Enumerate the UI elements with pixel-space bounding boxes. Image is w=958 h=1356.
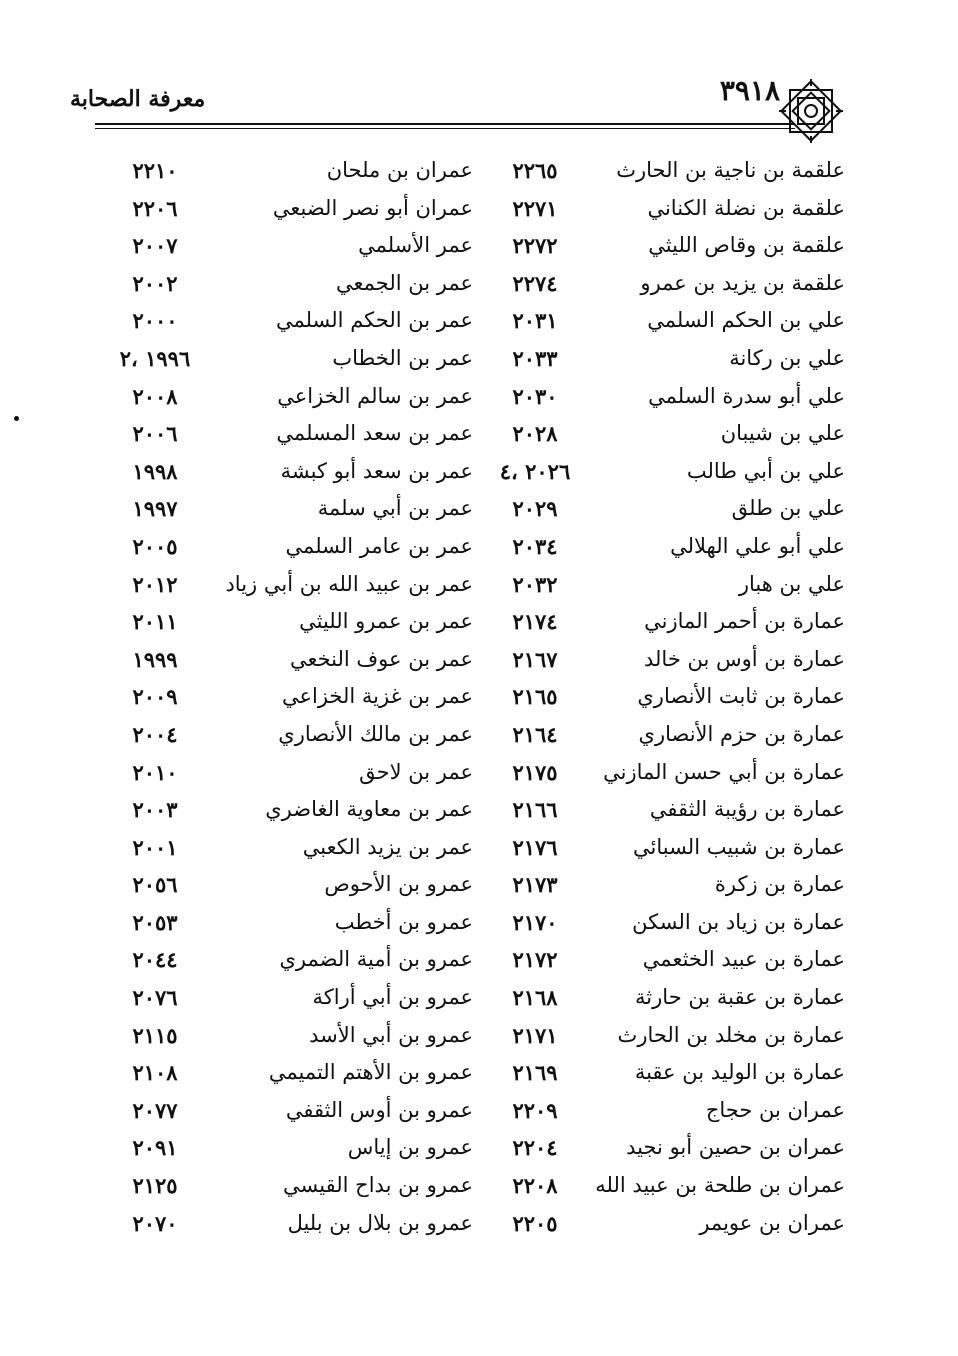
entry-name-right: علي بن شيبان <box>720 421 845 446</box>
entry-number-left: ٢٠٩١ <box>132 1135 178 1161</box>
index-row <box>0 791 958 829</box>
entry-number-left: ٢١١٥ <box>132 1022 178 1048</box>
index-row <box>0 941 958 979</box>
entry-number-left: ٢٠١١ <box>132 609 178 635</box>
entry-name-right: علي بن ركانة <box>729 345 845 370</box>
entry-number-left: ٢٠٧٧ <box>132 1097 178 1123</box>
entry-number-left: ٢٠٠٧ <box>132 233 178 259</box>
index-row <box>0 678 958 716</box>
index-row <box>0 152 958 190</box>
entry-name-left: عمرو بن إياس <box>347 1135 473 1160</box>
index-row <box>0 453 958 491</box>
index-row <box>0 866 958 904</box>
entry-name-left: عمر بن عمرو الليثي <box>299 609 473 634</box>
entry-name-right: عمران بن حجاج <box>705 1097 845 1122</box>
entry-name-right: علي بن الحكم السلمي <box>647 308 845 333</box>
entry-number-left: ٢٠١٠ <box>132 759 178 785</box>
index-row <box>0 1092 958 1130</box>
entry-number-left: ١٩٩٨ <box>132 458 178 484</box>
entry-name-left: عمر بن لاحق <box>359 759 473 784</box>
islamic-star-ornament-icon <box>776 76 846 146</box>
entry-name-left: عمرو بن بلال بن بليل <box>287 1210 473 1235</box>
entry-name-left: عمر بن عبيد الله بن أبي زياد <box>225 571 473 596</box>
entry-number-right: ٢٠٢٩ <box>512 496 558 522</box>
entry-name-left: عمر بن الحكم السلمي <box>275 308 473 333</box>
entry-name-left: عمر بن معاوية الغاضري <box>265 797 473 822</box>
index-row <box>0 528 958 566</box>
entry-number-right: ٢١٦٥ <box>512 684 558 710</box>
entry-number-right: ٢٢٠٤ <box>512 1135 558 1161</box>
entry-name-right: علقمة بن وقاص الليثي <box>648 233 845 258</box>
entry-number-right: ٢١٧٦ <box>512 834 558 860</box>
entry-name-right: عمران بن عويمر <box>699 1210 845 1235</box>
running-title: معرفة الصحابة <box>70 86 206 112</box>
entry-number-right: ٢١٧٥ <box>512 759 558 785</box>
entry-number-right: ٢٢٧٤ <box>512 270 558 296</box>
index-row <box>0 227 958 265</box>
entry-number-right: ٢١٦٩ <box>512 1060 558 1086</box>
entry-name-left: عمر بن عامر السلمي <box>285 533 473 558</box>
entry-name-left: عمران بن ملحان <box>326 158 473 182</box>
index-row <box>0 979 958 1017</box>
entry-name-left: عمر بن يزيد الكعبي <box>302 834 473 859</box>
entry-number-right: ٢١٧١ <box>512 1022 558 1048</box>
index-row <box>0 1205 958 1243</box>
entry-number-right: ٢١٦٦ <box>512 797 558 823</box>
entry-number-right: ٢٠٣٣ <box>512 345 558 371</box>
index-row <box>0 566 958 604</box>
index-row <box>0 378 958 416</box>
entry-name-right: عمارة بن شبيب السبائي <box>632 834 845 859</box>
entry-name-right: علي بن طلق <box>731 496 845 521</box>
entry-name-right: عمارة بن الوليد بن عقبة <box>634 1060 845 1085</box>
entry-name-right: عمارة بن مخلد بن الحارث <box>617 1022 845 1047</box>
entry-number-right: ٢٠٣١ <box>512 308 558 334</box>
entry-name-left: عمر بن غزية الخزاعي <box>281 684 473 709</box>
entry-number-right: ٢٢٦٥ <box>512 158 558 183</box>
entry-number-left: ٢٠٠٦ <box>132 421 178 447</box>
entry-number-left: ٢١٢٥ <box>132 1173 178 1199</box>
entry-name-left: عمر بن سعد المسلمي <box>276 421 473 446</box>
entry-number-left: ٢٠٧٠ <box>132 1210 178 1236</box>
entry-name-left: عمرو بن أخطب <box>334 909 473 934</box>
index-row <box>0 1054 958 1092</box>
entry-number-left: ٢٠٠٩ <box>132 684 178 710</box>
entry-number-left: ١٩٩٦ ،٢ <box>119 345 191 371</box>
entry-name-left: عمر بن مالك الأنصاري <box>278 721 473 746</box>
entry-number-left: ٢٠٠٤ <box>132 721 178 747</box>
index-row <box>0 265 958 303</box>
entry-number-right: ٢١٧٤ <box>512 609 558 635</box>
entry-name-right: علقمة بن يزيد بن عمرو <box>640 270 845 295</box>
entry-name-right: عمارة بن ثابت الأنصاري <box>637 684 845 709</box>
entry-number-right: ٢٢٠٩ <box>512 1097 558 1123</box>
entry-number-right: ٢٠٣٢ <box>512 571 558 597</box>
entry-name-right: عمارة بن أوس بن خالد <box>644 646 845 671</box>
entry-name-left: عمران أبو نصر الضبعي <box>272 195 473 220</box>
entry-name-left: عمرو بن أبي الأسد <box>309 1022 473 1047</box>
entry-name-left: عمر بن الجمعي <box>335 270 473 295</box>
index-row <box>0 641 958 679</box>
entry-number-right: ٢١٧٢ <box>512 947 558 973</box>
entry-number-right: ٢١٧٣ <box>512 872 558 898</box>
entry-name-left: عمر بن الخطاب <box>332 345 473 370</box>
index-row <box>0 302 958 340</box>
entry-number-left: ٢٠٠٢ <box>132 270 178 296</box>
entry-number-left: ٢٠٠٥ <box>132 533 178 559</box>
entry-number-left: ٢٢١٠ <box>132 158 178 183</box>
entry-number-right: ٢٢٧٢ <box>512 233 558 259</box>
entry-name-left: عمر بن سالم الخزاعي <box>277 383 473 408</box>
entry-name-right: علي أبو سدرة السلمي <box>648 383 845 408</box>
entry-name-left: عمرو بن أوس الثقفي <box>285 1097 473 1122</box>
entry-number-left: ٢٠٧٦ <box>132 985 178 1011</box>
entry-number-left: ٢٠٠٣ <box>132 797 178 823</box>
entry-name-right: عمارة بن رؤيبة الثقفي <box>649 797 845 822</box>
entry-number-right: ٢٢٧١ <box>512 195 558 221</box>
entry-name-left: عمر الأسلمي <box>358 233 473 258</box>
entry-number-left: ١٩٩٧ <box>132 496 178 522</box>
entry-number-left: ٢٠٠٨ <box>132 383 178 409</box>
entry-name-right: عمارة بن زياد بن السكن <box>632 909 845 934</box>
index-row <box>0 190 958 228</box>
entry-name-right: عمارة بن عبيد الخثعمي <box>642 947 845 972</box>
index-row <box>0 1167 958 1205</box>
entry-name-right: علي بن أبي طالب <box>686 458 845 483</box>
entry-number-right: ٢٢٠٨ <box>512 1173 558 1199</box>
entry-number-right: ٢١٦٨ <box>512 985 558 1011</box>
entry-name-right: عمران بن طلحة بن عبيد الله <box>595 1173 845 1198</box>
header-rule <box>95 123 795 125</box>
entry-number-right: ٢٠٣٤ <box>512 533 558 559</box>
entry-number-left: ٢٠١٢ <box>132 571 178 597</box>
entry-number-left: ٢٠٥٣ <box>132 909 178 935</box>
entry-number-left: ٢٠٥٦ <box>132 872 178 898</box>
index-row <box>0 1017 958 1055</box>
entry-name-left: عمر بن عوف النخعي <box>289 646 473 671</box>
index-row <box>0 829 958 867</box>
index-row <box>0 415 958 453</box>
entry-name-right: علقمة بن نضلة الكناني <box>647 195 845 220</box>
entry-number-right: ٢١٦٤ <box>512 721 558 747</box>
entry-number-left: ١٩٩٩ <box>132 646 178 672</box>
index-row <box>0 603 958 641</box>
index-row <box>0 490 958 528</box>
entry-name-right: عمران بن حصين أبو نجيد <box>626 1135 845 1160</box>
index-row <box>0 340 958 378</box>
index-list <box>0 152 958 1242</box>
entry-number-right: ٢٠٢٦ ،٤ <box>499 458 571 484</box>
entry-number-right: ٢٠٣٠ <box>512 383 558 409</box>
index-row <box>0 754 958 792</box>
entry-number-left: ٢٠٠٠ <box>132 308 178 334</box>
entry-name-right: علقمة بن ناجية بن الحارث <box>616 158 845 182</box>
entry-name-right: علي أبو علي الهلالي <box>670 533 845 558</box>
entry-number-right: ٢٠٢٨ <box>512 421 558 447</box>
entry-name-right: عمارة بن زكرة <box>714 872 845 897</box>
entry-name-right: علي بن هبار <box>738 571 845 596</box>
entry-number-left: ٢٠٤٤ <box>132 947 178 973</box>
entry-name-left: عمر بن سعد أبو كبشة <box>280 458 473 483</box>
header-rule-thin <box>95 128 795 129</box>
index-row <box>0 1129 958 1167</box>
entry-name-left: عمرو بن بداح القيسي <box>283 1173 473 1198</box>
entry-name-right: عمارة بن أبي حسن المازني <box>603 759 845 784</box>
entry-name-left: عمرو بن أمية الضمري <box>279 947 473 972</box>
entry-name-right: عمارة بن أحمر المازني <box>644 609 845 634</box>
entry-number-right: ٢١٦٧ <box>512 646 558 672</box>
entry-name-right: عمارة بن حزم الأنصاري <box>638 721 845 746</box>
page-number: ٣٩١٨ <box>719 74 780 107</box>
entry-number-right: ٢٢٠٥ <box>512 1210 558 1236</box>
entry-number-right: ٢١٧٠ <box>512 909 558 935</box>
entry-name-left: عمرو بن الأهتم التميمي <box>268 1060 473 1085</box>
entry-name-left: عمرو بن أبي أراكة <box>312 985 473 1010</box>
entry-name-left: عمرو بن الأحوص <box>324 872 473 897</box>
entry-number-left: ٢٠٠١ <box>132 834 178 860</box>
index-row <box>0 904 958 942</box>
entry-name-left: عمر بن أبي سلمة <box>317 496 473 521</box>
entry-name-right: عمارة بن عقبة بن حارثة <box>635 985 845 1010</box>
entry-number-left: ٢٢٠٦ <box>132 195 178 221</box>
index-row <box>0 716 958 754</box>
entry-number-left: ٢١٠٨ <box>132 1060 178 1086</box>
